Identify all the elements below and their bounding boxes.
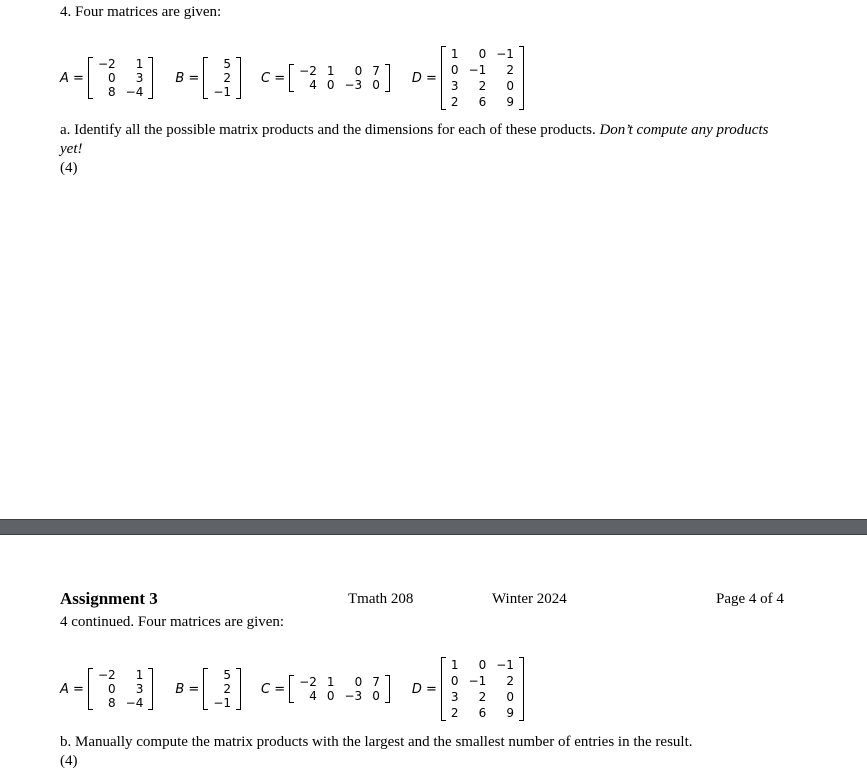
matrix-row-bottom bbox=[60, 649, 524, 729]
page-number: Page 4 of 4 bbox=[716, 591, 784, 607]
matrix-d: 1 0 −1 0 −1 2 3 2 0 2 6 9 bbox=[441, 46, 524, 110]
matrix-b-label: B = bbox=[175, 681, 200, 697]
course-code: Tmath 208 bbox=[348, 591, 414, 607]
matrix-b-group bbox=[175, 668, 241, 710]
term: Winter 2024 bbox=[492, 591, 567, 607]
question-a-text: a. Identify all the possible matrix products and the dimensions for each of these products. bbox=[60, 122, 600, 138]
problem-title: 4. Four matrices are given: bbox=[60, 4, 222, 20]
question-a-note: Don’t compute any products bbox=[599, 122, 769, 138]
matrix-a-group bbox=[60, 668, 153, 710]
matrix-c-label: C = bbox=[261, 70, 286, 86]
assignment-title: Assignment 3 bbox=[60, 589, 158, 608]
matrix-b: 5 2 −1 bbox=[203, 668, 241, 710]
page-separator bbox=[0, 519, 867, 535]
matrix-b-label: B = bbox=[175, 70, 200, 86]
matrix-a-label: A = bbox=[60, 681, 84, 697]
matrix-b: 5 2 −1 bbox=[203, 57, 241, 99]
matrix-c: −2 1 0 7 4 0 −3 0 bbox=[289, 64, 390, 92]
matrix-d: 1 0 −1 0 −1 2 3 2 0 2 6 9 bbox=[441, 657, 524, 721]
matrix-a-label: A = bbox=[60, 70, 84, 86]
matrix-a: −2 1 0 3 8 −4 bbox=[88, 57, 153, 99]
matrix-c: −2 1 0 7 4 0 −3 0 bbox=[289, 675, 390, 703]
question-a-points: (4) bbox=[60, 160, 78, 176]
matrix-d-group bbox=[412, 657, 524, 721]
question-a bbox=[60, 121, 800, 178]
question-b-points: (4) bbox=[60, 753, 78, 769]
matrix-a-group bbox=[60, 57, 153, 99]
matrix-c-group bbox=[261, 675, 390, 703]
matrix-c-label: C = bbox=[261, 681, 286, 697]
matrix-row-top bbox=[60, 38, 524, 118]
matrix-c-group bbox=[261, 64, 390, 92]
matrix-d-group bbox=[412, 46, 524, 110]
matrix-d-label: D = bbox=[411, 70, 437, 86]
matrix-a: −2 1 0 3 8 −4 bbox=[88, 668, 153, 710]
matrix-b-group bbox=[175, 57, 241, 99]
question-a-note-end: yet! bbox=[60, 141, 83, 157]
matrix-d-label: D = bbox=[411, 681, 437, 697]
question-b-text: b. Manually compute the matrix products with the largest and the smallest number of entries in the result. bbox=[60, 734, 693, 750]
continued-title: 4 continued. Four matrices are given: bbox=[60, 614, 285, 630]
question-b bbox=[60, 733, 693, 771]
